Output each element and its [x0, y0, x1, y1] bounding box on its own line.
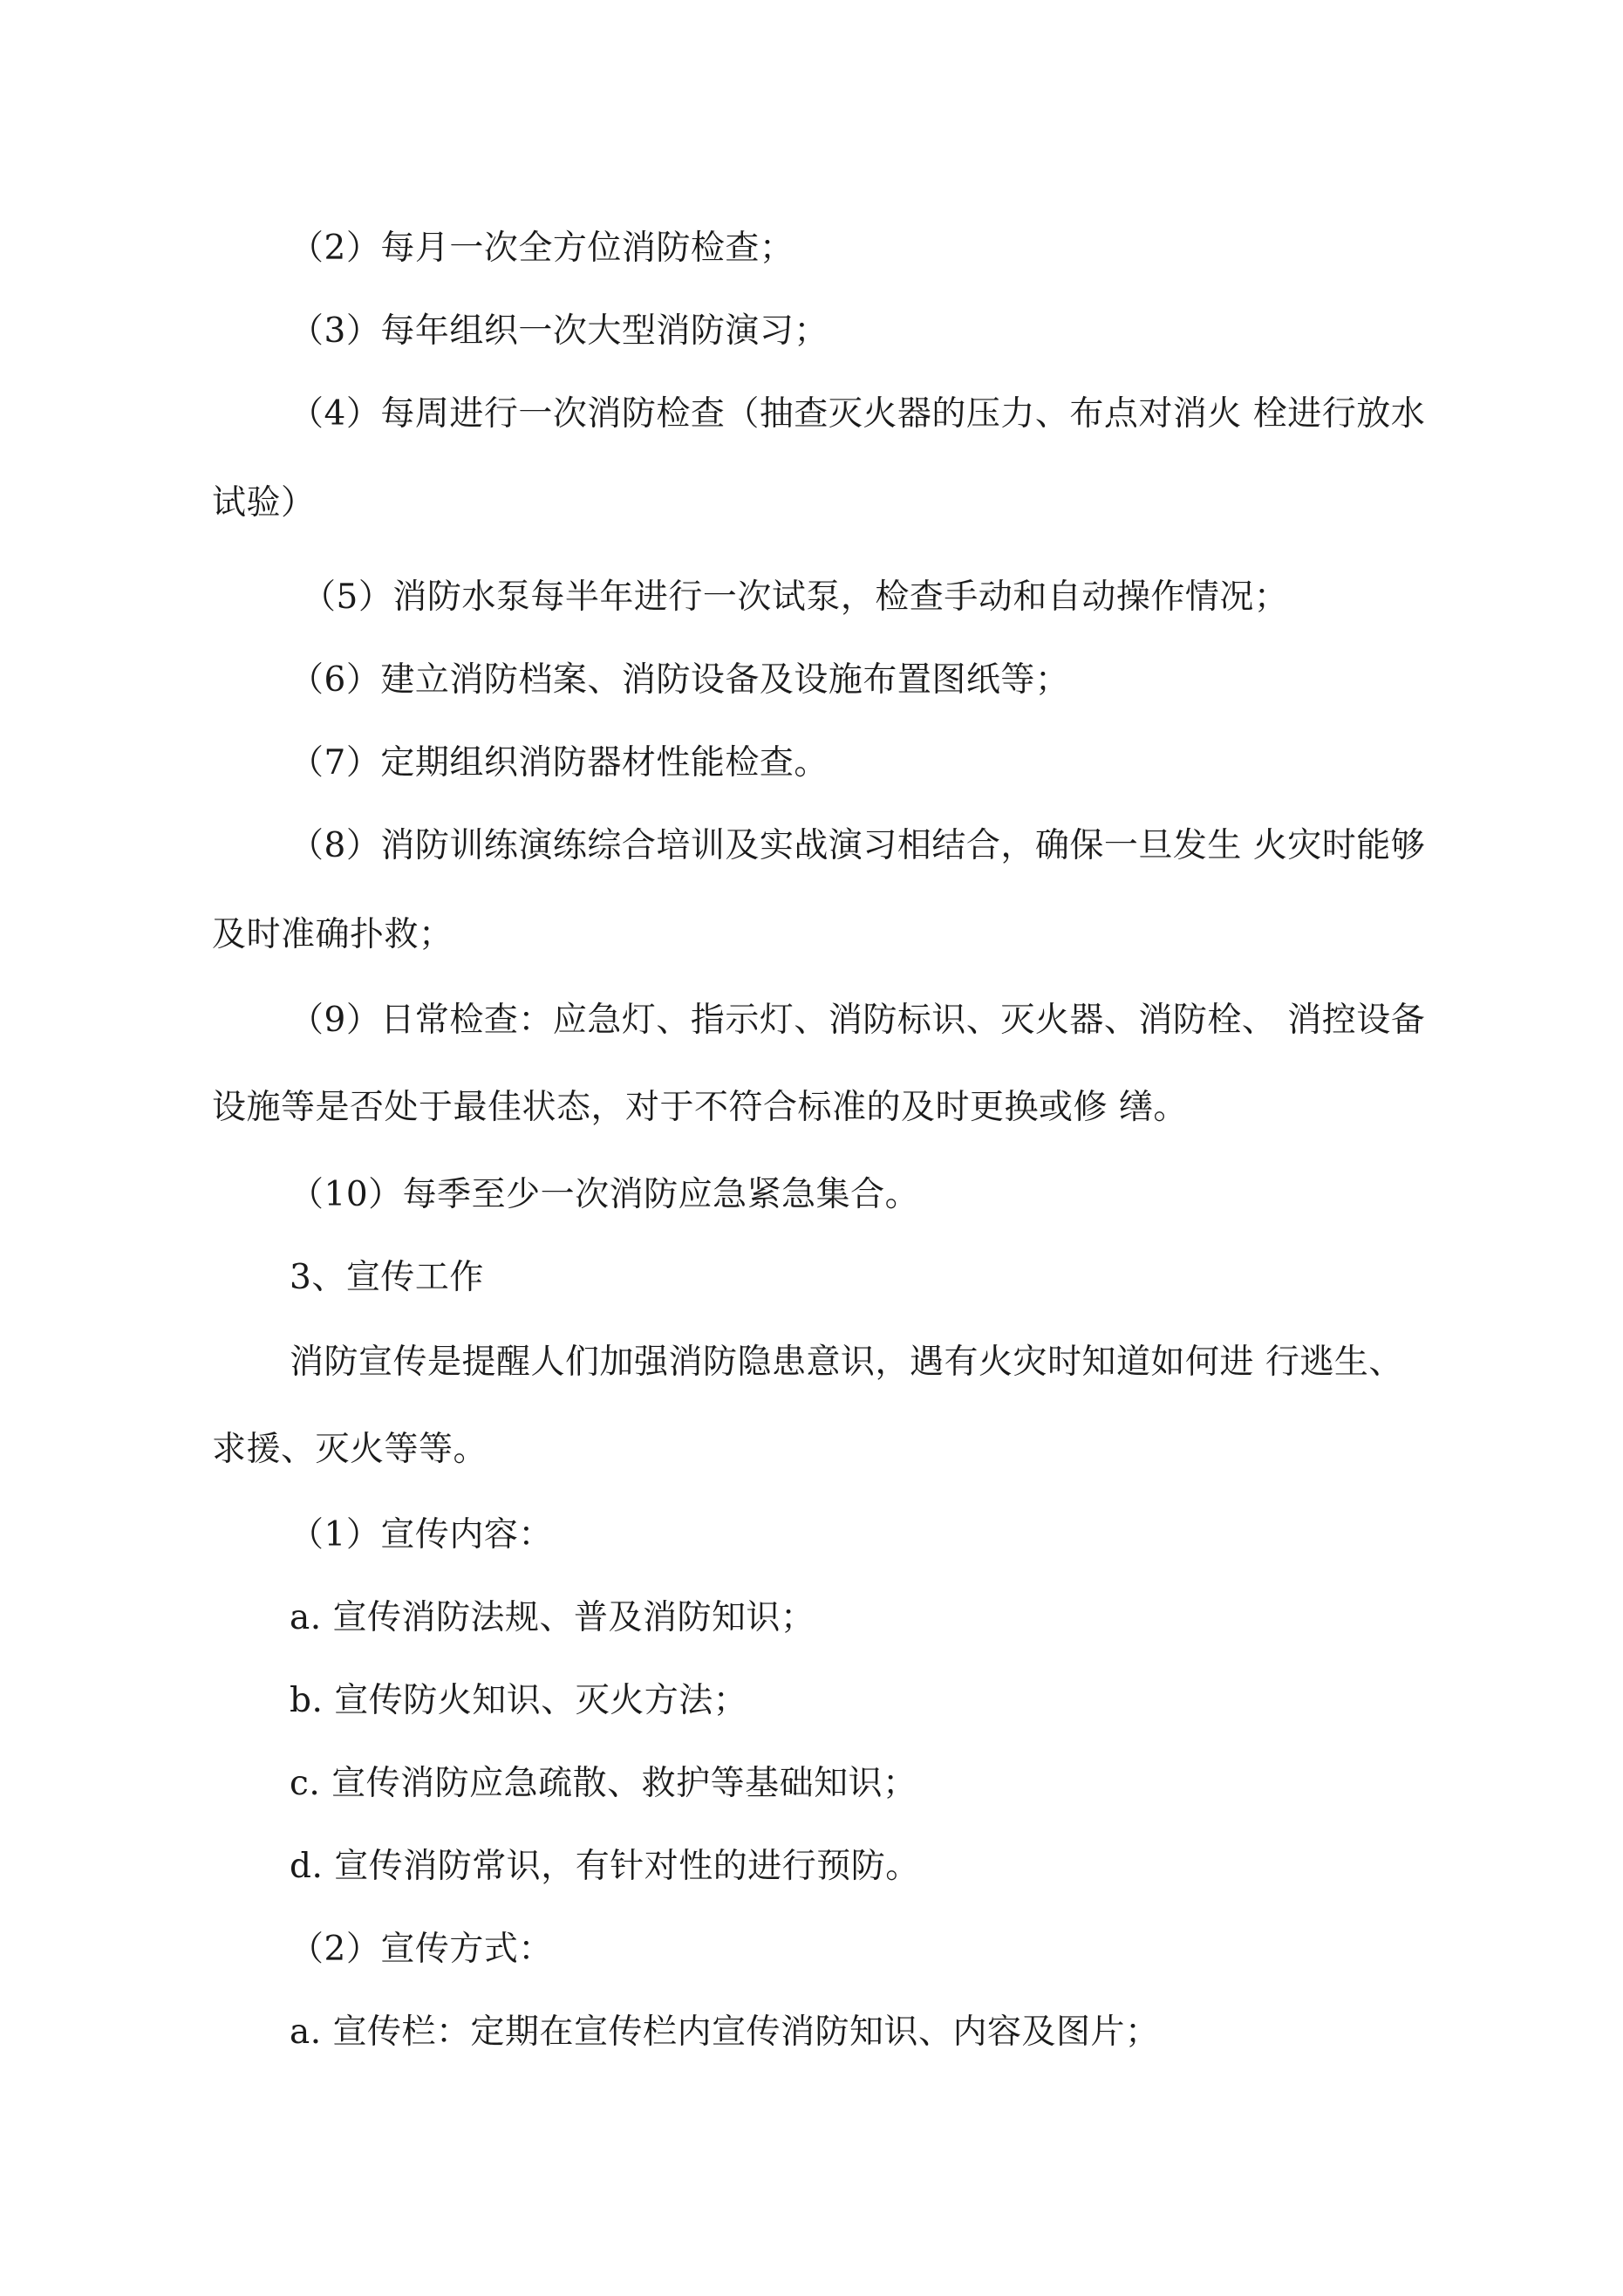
text-line: （2）每月一次全方位消防检查；: [290, 229, 794, 268]
text-line: 求援、灭火等等。: [212, 1430, 488, 1469]
text-line: （6）建立消防档案、消防设备及设施布置图纸等；: [290, 660, 1070, 700]
text-line: 消防宣传是提醒人们加强消防隐患意识，遇有火灾时知道如何进 行逃生、: [290, 1343, 1403, 1382]
text-line: （3）每年组织一次大型消防演习；: [290, 311, 829, 351]
text-line: 及时准确扑救；: [212, 915, 453, 954]
text-line: 试验）: [212, 483, 316, 523]
text-line: b. 宣传防火知识、灭火方法；: [290, 1681, 748, 1720]
text-line: a. 宣传栏：定期在宣传栏内宣传消防知识、内容及图片；: [290, 2012, 1160, 2052]
text-line: （7）定期组织消防器材性能检查。: [290, 743, 829, 782]
section-heading: 3、宣传工作: [290, 1258, 484, 1297]
text-line: （9）日常检查：应急灯、指示灯、消防标识、灭火器、消防栓、 消控设备: [290, 1001, 1426, 1040]
text-line: （5）消防水泵每半年进行一次试泵，检查手动和自动操作情况；: [302, 577, 1289, 617]
text-line: （10）每季至少一次消防应急紧急集合。: [290, 1175, 920, 1214]
text-line: （1）宣传内容：: [290, 1515, 553, 1555]
text-line: d. 宣传消防常识，有针对性的进行预防。: [290, 1847, 920, 1886]
text-line: 设施等是否处于最佳状态，对于不符合标准的及时更换或修 缮。: [212, 1088, 1188, 1127]
text-line: c. 宣传消防应急疏散、救护等基础知识；: [290, 1764, 917, 1803]
text-line: （4）每周进行一次消防检查（抽查灭火器的压力、布点对消火 栓进行放水: [290, 394, 1426, 434]
text-line: （8）消防训练演练综合培训及实战演习相结合，确保一旦发生 火灾时能够: [290, 826, 1426, 865]
text-line: （2）宣传方式：: [290, 1930, 553, 1969]
text-line: a. 宣传消防法规、普及消防知识；: [290, 1598, 815, 1637]
